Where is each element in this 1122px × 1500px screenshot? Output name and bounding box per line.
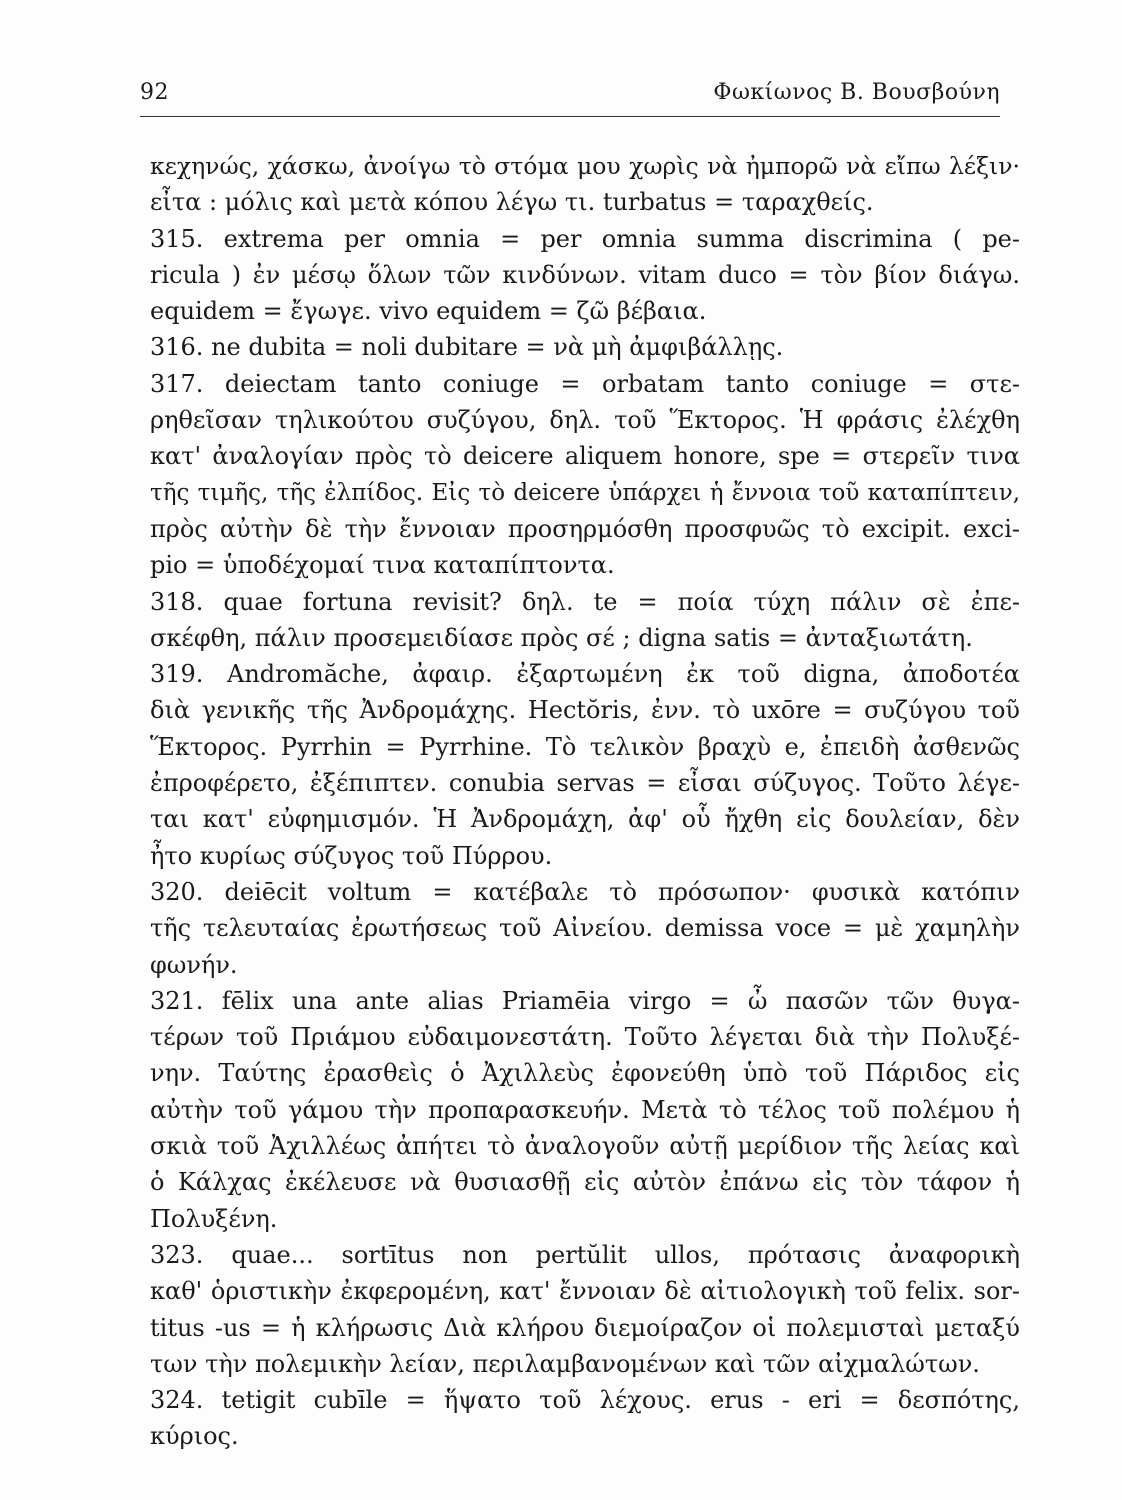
text-line: κεχηνώς, χάσκω, ἀνοίγω τὸ στόμα μου χωρὶς νὰ ἠμπορῶ νὰ εἴπω λέξιν·: [150, 152, 1020, 180]
text-line: equidem = ἔγωγε. vivo equidem = ζῶ βέβαια.: [150, 297, 707, 326]
text-line: 324. tetigit cubīle = ἥψατο τοῦ λέχους. erus - eri = δεσπότης,: [150, 1386, 1020, 1415]
text-line: Πολυξένη.: [150, 1204, 278, 1233]
header-rule: [140, 116, 1000, 117]
text-line: αὐτὴν τοῦ γάμου τὴν προπαρασκευήν. Μετὰ τὸ τέλος τοῦ πολέμου ἡ: [150, 1095, 1020, 1124]
author-name: Φωκίωνος Β. Βουσβούνη: [713, 80, 1000, 105]
text-line: ricula ) ἐν μέσῳ ὅλων τῶν κινδύνων. vitam duco = τὸν βίον διάγω.: [150, 260, 1020, 289]
running-head: [140, 80, 1000, 116]
text-line: φωνήν.: [150, 950, 238, 979]
text-line: 320. deiēcit voltum = κατέβαλε τὸ πρόσωπον· φυσικὰ κατόπιν: [150, 877, 1020, 906]
text-line: 319. Andromăche, ἀφαιρ. ἐξαρτωμένη ἐκ τοῦ digna, ἀποδοτέα: [150, 660, 1020, 689]
text-line: τέρων τοῦ Πριάμου εὐδαιμονεστάτη. Τοῦτο λέγεται διὰ τὴν Πολυξέ-: [150, 1023, 1020, 1052]
text-line: τῆς τελευταίας ἐρωτήσεως τοῦ Αἰνείου. demissa voce = μὲ χαμηλὴν: [150, 914, 1020, 943]
page-number: 92: [140, 80, 169, 105]
text-line: 316. ne dubita = noli dubitare = νὰ μὴ ἀμφιβάλλῃς.: [150, 333, 784, 362]
text-line: ρηθεῖσαν τηλικούτου συζύγου, δηλ. τοῦ Ἕκτορος. Ἡ φράσις ἐλέχθη: [150, 406, 1020, 435]
text-line: 317. deiectam tanto coniuge = orbatam tanto coniuge = στε-: [150, 369, 1020, 398]
text-line: ὁ Κάλχας ἐκέλευσε νὰ θυσιασθῇ εἰς αὐτὸν ἐπάνω εἰς τὸν τάφον ἡ: [150, 1168, 1020, 1197]
text-line: σκέφθη, πάλιν προσεμειδίασε πρὸς σέ ; digna satis = ἀνταξιωτάτη.: [150, 623, 973, 652]
body-text: [150, 148, 1020, 1455]
text-line: 318. quae fortuna revisit? δηλ. te = ποία τύχη πάλιν σὲ ἐπε-: [150, 587, 1020, 616]
text-line: Ἕκτορος. Pyrrhin = Pyrrhine. Τὸ τελικὸν βραχὺ e, ἐπειδὴ ἀσθενῶς: [150, 732, 1020, 761]
text-line: κύριος.: [150, 1422, 239, 1451]
text-line: pio = ὑποδέχομαί τινα καταπίπτοντα.: [150, 551, 615, 580]
text-line: titus -us = ἡ κλήρωσις Διὰ κλήρου διεμοίραζον οἱ πολεμισταὶ μεταξύ: [150, 1313, 1020, 1342]
text-line: κατ' ἀναλογίαν πρὸς τὸ deicere aliquem honore, spe = στερεῖν τινα: [150, 442, 1020, 471]
text-line: σκιὰ τοῦ Ἀχιλλέως ἀπήτει τὸ ἀναλογοῦν αὐτῇ μερίδιον τῆς λείας καὶ: [150, 1132, 1020, 1161]
text-line: ἦτο κυρίως σύζυγος τοῦ Πύρρου.: [150, 841, 553, 870]
text-line: διὰ γενικῆς τῆς Ἀνδρομάχης. Hectŏris, ἐνν. τὸ uxōre = συζύγου τοῦ: [150, 696, 1020, 725]
text-line: εἶτα : μόλις καὶ μετὰ κόπου λέγω τι. turbatus = ταραχθείς.: [150, 188, 874, 217]
text-line: 315. extrema per omnia = per omnia summa discrimina ( pe-: [150, 224, 1020, 253]
text-line: των τὴν πολεμικὴν λείαν, περιλαμβανομένων καὶ τῶν αἰχμαλώτων.: [150, 1349, 980, 1378]
text-line: 323. quae... sortītus non pertŭlit ullos, πρότασις ἀναφορικὴ: [150, 1240, 1020, 1269]
text-line: 321. fēlix una ante alias Priamēia virgo = ὦ πασῶν τῶν θυγα-: [150, 986, 1020, 1015]
text-line: ἐπροφέρετο, ἐξέπιπτεν. conubia servas = εἶσαι σύζυγος. Τοῦτο λέγε-: [150, 769, 1020, 798]
text-line: τῆς τιμῆς, τῆς ἐλπίδος. Εἰς τὸ deicere ὑπάρχει ἡ ἔννοια τοῦ καταπίπτειν,: [150, 479, 1020, 506]
text-line: νην. Ταύτης ἐρασθεὶς ὁ Ἀχιλλεὺς ἐφονεύθη ὑπὸ τοῦ Πάριδος εἰς: [150, 1059, 1020, 1088]
text-line: καθ' ὁριστικὴν ἐκφερομένη, κατ' ἔννοιαν δὲ αἰτιολογικὴ τοῦ felix. sor-: [150, 1277, 1020, 1306]
text-line: πρὸς αὐτὴν δὲ τὴν ἔννοιαν προσηρμόσθη προσφυῶς τὸ excipit. exci-: [150, 514, 1020, 543]
text-line: ται κατ' εὐφημισμόν. Ἡ Ἀνδρομάχη, ἀφ' οὗ ἤχθη εἰς δουλείαν, δὲν: [150, 805, 1020, 834]
